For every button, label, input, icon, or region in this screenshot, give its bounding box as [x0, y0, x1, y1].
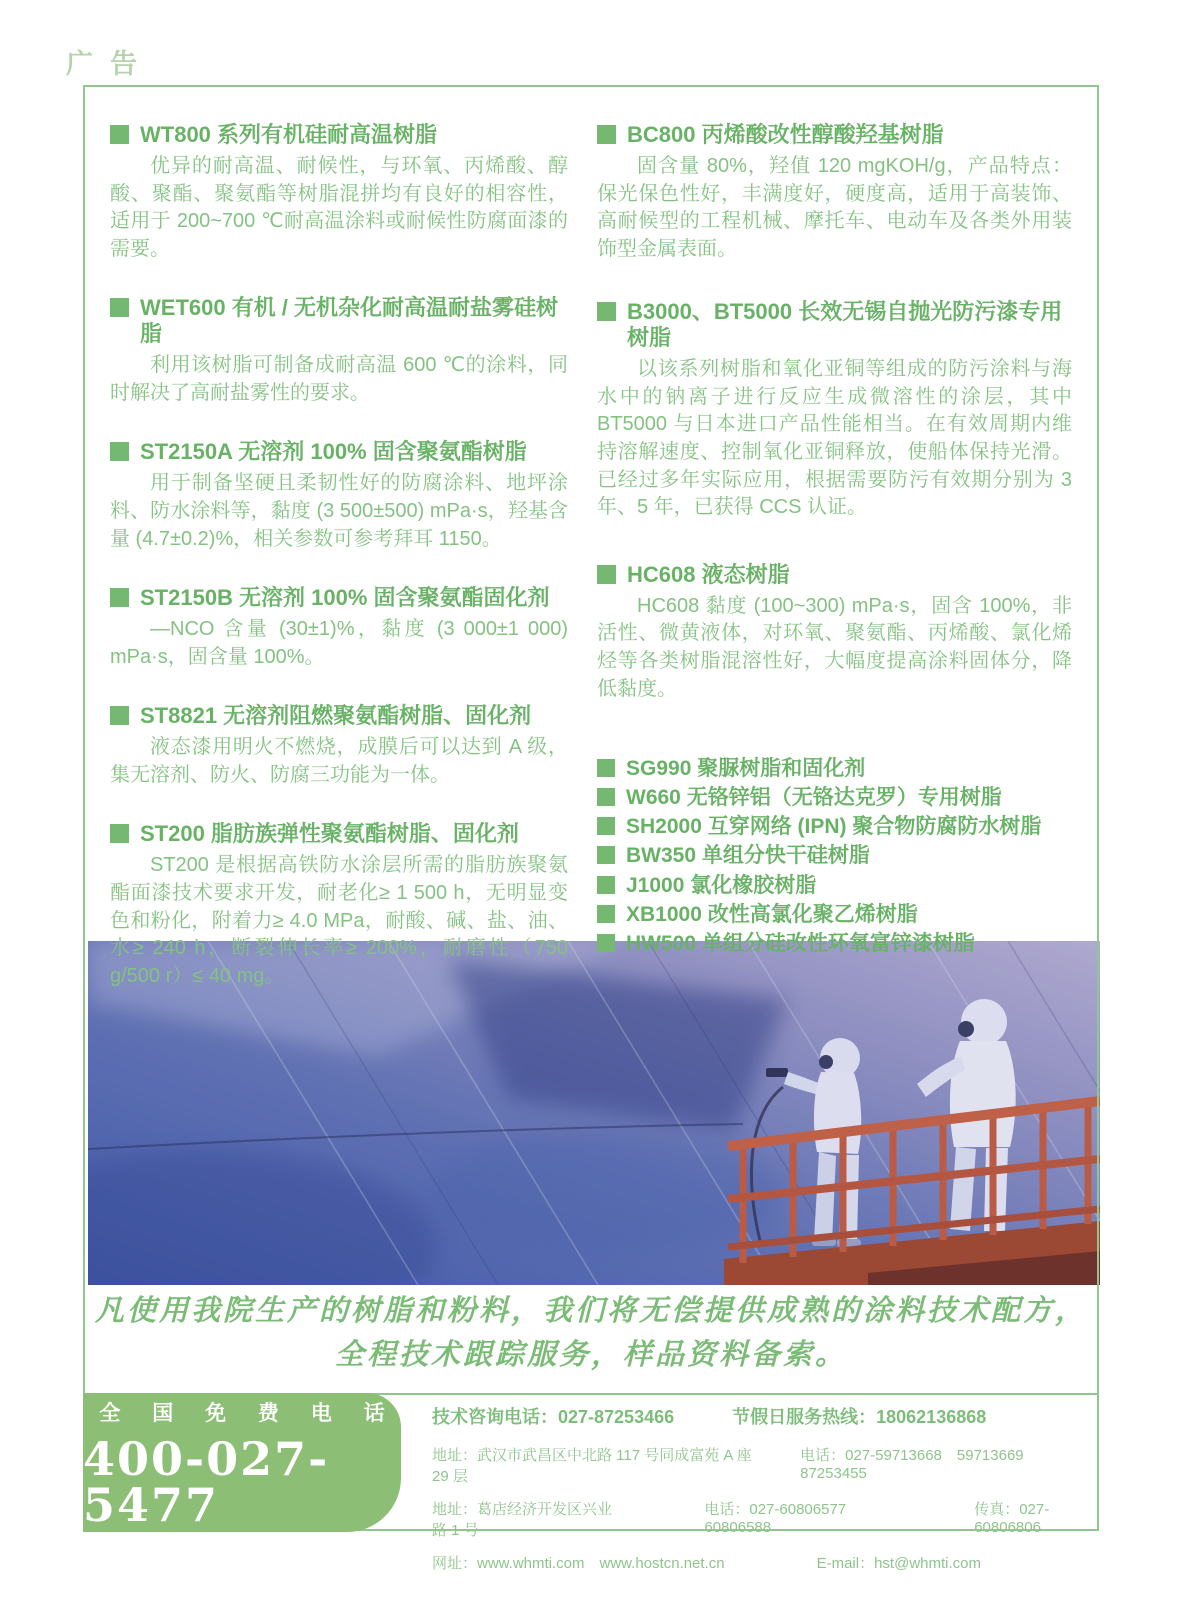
- section-body: 固含量 80%，羟值 120 mgKOH/g，产品特点：保光保色性好，丰满度好，硬度高，适用于高装饰、高耐候型的工程机械、摩托车、电动车及各类外用装饰型金属表面。: [597, 154, 1072, 260]
- product-section-hc608: [597, 562, 1072, 703]
- bullet-square-icon: [110, 824, 129, 843]
- list-item: [597, 815, 1072, 838]
- footer-address-row-2: [432, 1498, 1087, 1540]
- list-item-label: BW350 单组分快干硅树脂: [626, 844, 870, 868]
- list-item-label: J1000 氯化橡胶树脂: [626, 873, 817, 897]
- bullet-square-icon: [110, 125, 129, 144]
- section-title: [110, 295, 568, 347]
- product-section-st2150a: [110, 439, 568, 553]
- product-section-b3000-bt5000: [597, 299, 1072, 521]
- product-section-wt800: [110, 122, 568, 263]
- section-body: 液态漆用明火不燃烧，成膜后可以达到 A 级，集无溶剂、防火、防腐三功能为一体。: [110, 736, 568, 786]
- section-body: 用于制备坚硬且柔韧性好的防腐涂料、地坪涂料、防水涂料等，黏度 (3 500±500) mPa·s，羟基含量 (4.7±0.2)%，相关参数可参考拜耳 1150。: [110, 472, 568, 550]
- footer-contact-info: [432, 1403, 1087, 1585]
- bullet-square-icon: [597, 905, 615, 923]
- spacer: [725, 1552, 817, 1573]
- bullet-square-icon: [597, 876, 615, 894]
- product-section-st8821: [110, 703, 568, 789]
- bullet-square-icon: [597, 125, 616, 144]
- list-item-label: HW500 单组分硅改性环氧富锌漆树脂: [626, 931, 975, 955]
- bullet-square-icon: [597, 846, 615, 864]
- product-name-list: [597, 757, 1072, 955]
- phone-gedian: 电话：027-60806577 60806588: [704, 1501, 862, 1536]
- product-section-st2150b: [110, 585, 568, 671]
- fax-number: 传真：027-60806806: [974, 1501, 1050, 1536]
- spacer: [674, 1403, 732, 1429]
- phone-wuhan: 电话：027-59713668 59713669 87253455: [800, 1447, 1039, 1482]
- slogan-line-2: 全程技术跟踪服务，样品资料备索。: [334, 1336, 847, 1371]
- website-urls: 网址：www.whmti.com www.hostcn.net.cn: [432, 1555, 725, 1572]
- section-body: 优异的耐高温、耐候性，与环氧、丙烯酸、醇酸、聚酯、聚氨酯等树脂混拼均有良好的相容性，适用于 200~700 ℃耐高温涂料或耐候性防腐面漆的需要。: [110, 154, 568, 260]
- section-title: [110, 821, 568, 847]
- bullet-square-icon: [597, 759, 615, 777]
- list-item: [597, 903, 1072, 926]
- spacer: [770, 1444, 800, 1486]
- section-body: 以该系列树脂和氧化亚铜等组成的防污涂料与海水中的钠离子进行反应生成微溶性的涂层，其中 BT5000 与日本进口产品性能相当。在有效周期内维持溶解速度、控制氧化亚铜释放，使船体保持光滑。已经过多年实际应用，根据需要防污有效期分别为 3 年、5 年，已获得 CCS 认证。: [597, 358, 1072, 519]
- section-title: [110, 585, 568, 611]
- product-section-st200: [110, 821, 568, 990]
- list-item: [597, 874, 1072, 897]
- section-title-text: ST200 脂肪族弹性聚氨酯树脂、固化剂: [140, 821, 519, 847]
- product-section-bc800: [597, 122, 1072, 263]
- address-gedian: 地址：葛店经济开发区兴业路 1 号: [432, 1501, 613, 1539]
- left-column: [110, 122, 568, 1022]
- list-item-label: SG990 聚脲树脂和固化剂: [626, 757, 866, 781]
- bullet-square-icon: [110, 442, 129, 461]
- address-wuhan: 地址：武汉市武昌区中北路 117 号同成富苑 A 座 29 层: [432, 1447, 752, 1485]
- section-body: HC608 黏度 (100~300) mPa·s，固含 100%，非活性、微黄液体，对环氧、聚氨酯、丙烯酸、氯化烯烃等各类树脂混溶性好，大幅度提高涂料固体分，降低黏度。: [597, 594, 1072, 700]
- free-phone-label: 全 国 免 费 电 话: [99, 1402, 398, 1425]
- section-title: [110, 703, 568, 729]
- bullet-square-icon: [597, 788, 615, 806]
- bullet-square-icon: [597, 302, 616, 321]
- bullet-square-icon: [597, 565, 616, 584]
- list-item: [597, 932, 1072, 955]
- section-title: [597, 122, 1072, 148]
- footer-hotline-row: [432, 1403, 1087, 1429]
- footer-address-row-1: [432, 1444, 1087, 1486]
- slogan-line-1: 凡使用我院生产的树脂和粉料，我们将无偿提供成熟的涂料技术配方，: [94, 1293, 1087, 1327]
- section-title: [110, 122, 568, 148]
- free-phone-number: 400-027-5477: [83, 1432, 330, 1532]
- section-title-text: ST8821 无溶剂阻燃聚氨酯树脂、固化剂: [140, 703, 532, 729]
- product-columns: [110, 122, 1072, 1022]
- list-item-label: W660 无铬锌铝（无铬达克罗）专用树脂: [626, 786, 1002, 810]
- list-item: [597, 844, 1072, 867]
- list-item: [597, 786, 1072, 809]
- section-title: [597, 562, 1072, 588]
- section-title-text: WET600 有机 / 无机杂化耐高温耐盐雾硅树脂: [140, 295, 559, 347]
- ad-page-label: 广告: [66, 49, 154, 79]
- email-address: E-mail：hst@whmti.com: [816, 1555, 981, 1572]
- section-title-text: HC608 液态树脂: [627, 561, 790, 587]
- section-title-text: BC800 丙烯酸改性醇酸羟基树脂: [627, 122, 944, 147]
- product-section-wet600: [110, 295, 568, 407]
- section-body: ST200 是根据高铁防水涂层所需的脂肪族聚氨酯面漆技术要求开发，耐老化≥ 1 500 h，无明显变色和粉化，附着力≥ 4.0 MPa，耐酸、碱、盐、油、水≥ 240 h，断裂伸长率≥ 200%，耐磨性（750 g/500 r）≤ 40 mg。: [110, 854, 568, 987]
- bullet-square-icon: [597, 817, 615, 835]
- section-title-text: ST2150B 无溶剂 100% 固含聚氨酯固化剂: [140, 585, 550, 611]
- section-title-text: ST2150A 无溶剂 100% 固含聚氨酯树脂: [140, 439, 527, 465]
- spacer: [882, 1498, 974, 1540]
- section-body: 利用该树脂可制备成耐高温 600 ℃的涂料，同时解决了高耐盐雾性的要求。: [110, 354, 568, 404]
- holiday-hotline: 节假日服务热线：18062136868: [732, 1407, 987, 1427]
- slogan: [83, 1289, 1099, 1376]
- spacer: [612, 1498, 704, 1540]
- bullet-square-icon: [110, 706, 129, 725]
- section-title-text: WT800 系列有机硅耐高温树脂: [140, 122, 438, 147]
- free-phone-box: [83, 1393, 401, 1532]
- section-title: [597, 299, 1072, 351]
- section-body: —NCO 含量 (30±1)%，黏度 (3 000±1 000) mPa·s，固含量 100%。: [110, 618, 568, 668]
- list-item: [597, 757, 1072, 780]
- section-title: [110, 439, 568, 465]
- footer-web-row: [432, 1552, 1087, 1573]
- list-item-label: XB1000 改性高氯化聚乙烯树脂: [626, 902, 918, 926]
- bullet-square-icon: [110, 588, 129, 607]
- right-column: [597, 122, 1072, 1022]
- list-item-label: SH2000 互穿网络 (IPN) 聚合物防腐防水树脂: [626, 815, 1042, 839]
- tech-hotline: 技术咨询电话：027-87253466: [432, 1407, 675, 1427]
- bullet-square-icon: [597, 934, 615, 952]
- section-title-text: B3000、BT5000 长效无锡自抛光防污漆专用树脂: [627, 299, 1063, 351]
- bullet-square-icon: [110, 298, 129, 317]
